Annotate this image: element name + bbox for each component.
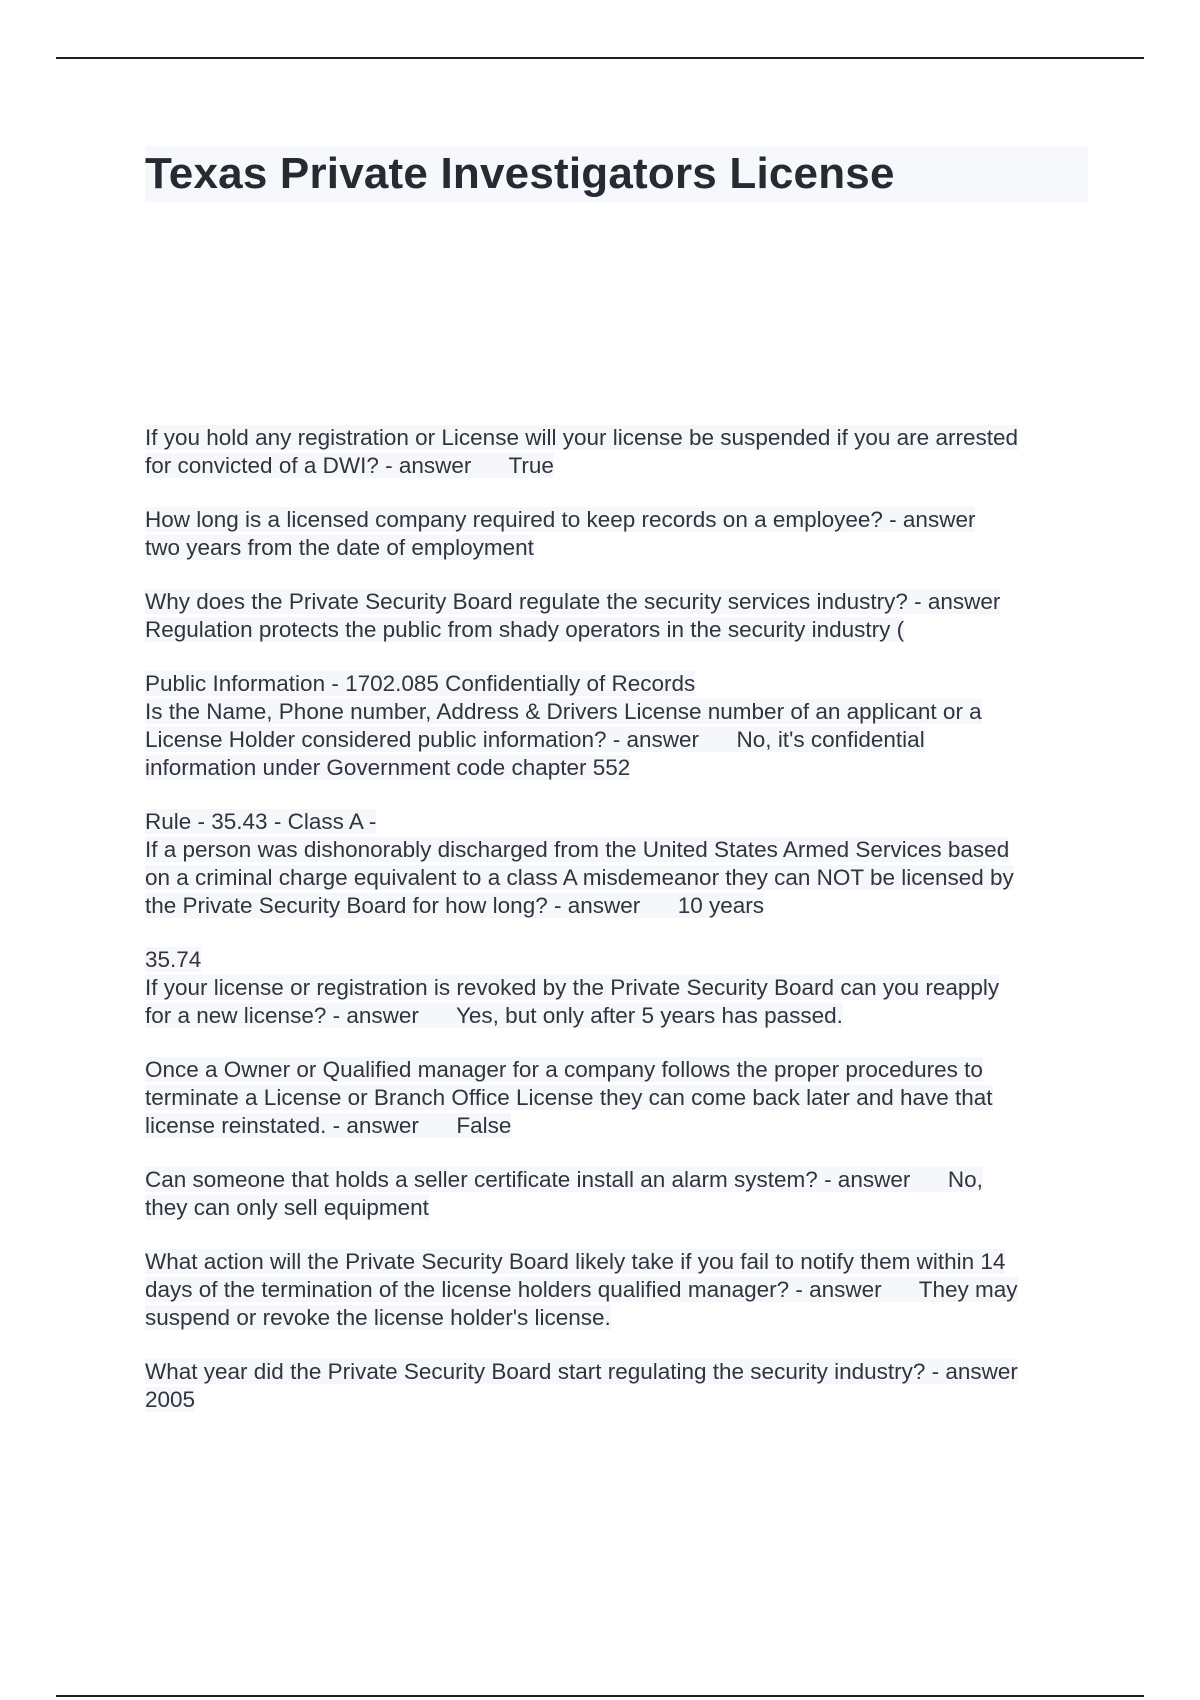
qa-entry-line-text: terminate a License or Branch Office License they can come back later and have that bbox=[145, 1085, 993, 1110]
qa-entry-line-text: they can only sell equipment bbox=[145, 1195, 429, 1220]
qa-entry-line bbox=[145, 1084, 1090, 1112]
qa-entry-line bbox=[145, 452, 1090, 480]
qa-entry-line-text: License Holder considered public information? - answer No, it's confidential bbox=[145, 727, 925, 752]
qa-entry-line-text: on a criminal charge equivalent to a class A misdemeanor they can NOT be licensed by bbox=[145, 865, 1014, 890]
qa-entry-line bbox=[145, 1166, 1090, 1194]
qa-entry-line-text: for a new license? - answer Yes, but only after 5 years has passed. bbox=[145, 1003, 843, 1028]
qa-entry-line bbox=[145, 670, 1090, 698]
qa-entry-line bbox=[145, 808, 1090, 836]
qa-entry-line-text: How long is a licensed company required to keep records on a employee? - answer bbox=[145, 507, 976, 532]
qa-entry-line-text: Once a Owner or Qualified manager for a company follows the proper procedures to bbox=[145, 1057, 983, 1082]
qa-entry-line bbox=[145, 588, 1090, 616]
qa-entry bbox=[145, 506, 1090, 562]
qa-entry bbox=[145, 424, 1090, 480]
qa-entry-line bbox=[145, 836, 1090, 864]
qa-entry-line-text: days of the termination of the license holders qualified manager? - answer They may bbox=[145, 1277, 1018, 1302]
top-rule bbox=[56, 57, 1144, 59]
qa-entry-line-text: for convicted of a DWI? - answer True bbox=[145, 453, 554, 478]
qa-entry-line-text: two years from the date of employment bbox=[145, 535, 534, 560]
qa-entry bbox=[145, 1358, 1090, 1414]
qa-entry-line-text: What action will the Private Security Board likely take if you fail to notify them within 14 bbox=[145, 1249, 1006, 1274]
qa-entry-line bbox=[145, 946, 1090, 974]
qa-entry bbox=[145, 1248, 1090, 1332]
qa-entry-line bbox=[145, 1304, 1090, 1332]
qa-entry-line-text: 35.74 bbox=[145, 947, 202, 972]
qa-entry-line bbox=[145, 424, 1090, 452]
qa-entry-line-text: suspend or revoke the license holder's license. bbox=[145, 1305, 611, 1330]
qa-entry bbox=[145, 1056, 1090, 1140]
qa-entry-line bbox=[145, 1002, 1090, 1030]
qa-entry-line-text: 2005 bbox=[145, 1387, 196, 1412]
qa-entry-line bbox=[145, 1358, 1090, 1386]
qa-entry-line-text: Public Information - 1702.085 Confidentially of Records bbox=[145, 671, 696, 696]
bottom-rule bbox=[56, 1695, 1144, 1697]
qa-entry-line-text: Why does the Private Security Board regulate the security services industry? - answer bbox=[145, 589, 1001, 614]
qa-entry-line-text: Rule - 35.43 - Class A - bbox=[145, 809, 377, 834]
qa-entry-line-text: information under Government code chapter 552 bbox=[145, 755, 631, 780]
qa-entry-line bbox=[145, 974, 1090, 1002]
qa-entry-line bbox=[145, 1386, 1090, 1414]
page-title: Texas Private Investigators License bbox=[145, 149, 895, 198]
qa-list bbox=[145, 424, 1090, 1440]
qa-entry bbox=[145, 946, 1090, 1030]
qa-entry-line bbox=[145, 698, 1090, 726]
qa-entry-line bbox=[145, 726, 1090, 754]
qa-entry-line-text: the Private Security Board for how long? - answer 10 years bbox=[145, 893, 765, 918]
qa-entry-line bbox=[145, 892, 1090, 920]
qa-entry bbox=[145, 808, 1090, 920]
qa-entry-line bbox=[145, 616, 1090, 644]
qa-entry-line bbox=[145, 1194, 1090, 1222]
qa-entry bbox=[145, 588, 1090, 644]
qa-entry-line-text: What year did the Private Security Board start regulating the security industry? - answer bbox=[145, 1359, 1018, 1384]
qa-entry-line bbox=[145, 864, 1090, 892]
qa-entry-line bbox=[145, 754, 1090, 782]
qa-entry-line bbox=[145, 1276, 1090, 1304]
qa-entry-line-text: Is the Name, Phone number, Address & Drivers License number of an applicant or a bbox=[145, 699, 982, 724]
qa-entry bbox=[145, 1166, 1090, 1222]
qa-entry-line-text: Can someone that holds a seller certificate install an alarm system? - answer No, bbox=[145, 1167, 983, 1192]
title-block bbox=[145, 146, 1088, 202]
qa-entry-line-text: Regulation protects the public from shady operators in the security industry ( bbox=[145, 617, 905, 642]
qa-entry-line-text: If your license or registration is revoked by the Private Security Board can you reapply bbox=[145, 975, 1000, 1000]
qa-entry-line-text: If you hold any registration or License will your license be suspended if you are arrested bbox=[145, 425, 1018, 450]
qa-entry-line bbox=[145, 1112, 1090, 1140]
qa-entry-line bbox=[145, 534, 1090, 562]
qa-entry-line bbox=[145, 506, 1090, 534]
qa-entry-line bbox=[145, 1248, 1090, 1276]
qa-entry-line bbox=[145, 1056, 1090, 1084]
qa-entry-line-text: If a person was dishonorably discharged from the United States Armed Services based bbox=[145, 837, 1010, 862]
qa-entry bbox=[145, 670, 1090, 782]
qa-entry-line-text: license reinstated. - answer False bbox=[145, 1113, 512, 1138]
